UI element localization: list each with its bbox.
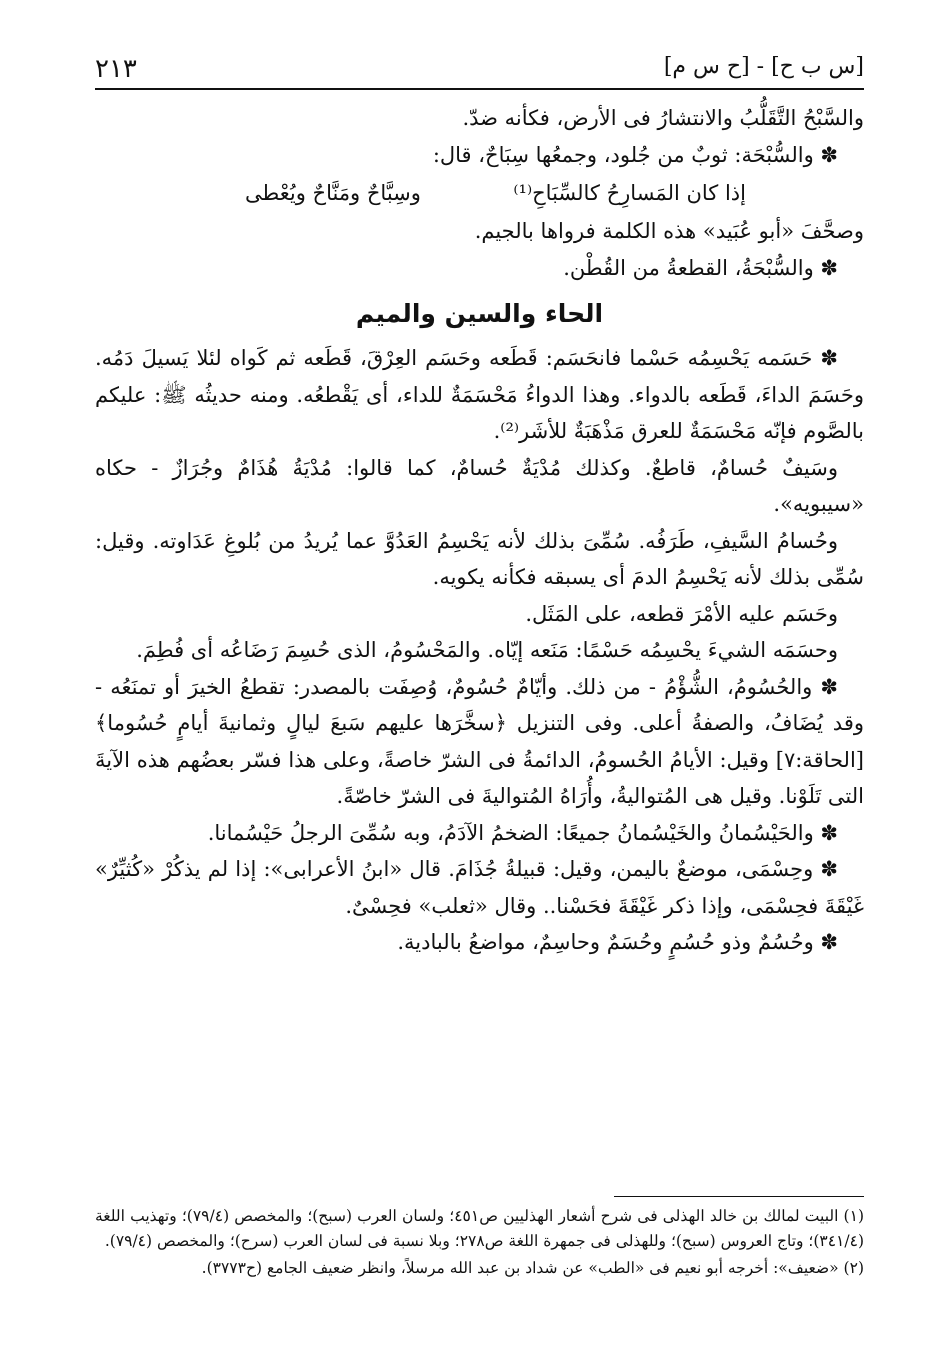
section-title: الحاء والسين والميم <box>355 299 604 328</box>
paragraph-1: والسَّبْحُ التَّقَلُّبُ والانتشارُ فى الأرض، فكأنه ضدّ. <box>462 106 864 130</box>
poetry-verse <box>95 173 864 213</box>
footnotes <box>95 1204 864 1283</box>
paragraph-5: ✽ حَسَمه يَحْسِمُه حَسْما فانحَسَم: قَطَعه وحَسَم العِرْقَ، قَطَعه ثم كَواه لئلا يَسيلَ دَمُه. وحَسَمَ الداءَ، قَطَعه بالدواء. وهذا الدواءُ مَحْسَمَةٌ للداء، أى يَقْطعُه. ومنه حديثُه ﷺ: عليكم بالصَّوم فإنّه مَحْسَمَةٌ للعرق مَذْهَبَةٌ للأشَر⁽²⁾. <box>95 346 864 443</box>
footnote-1: (١) البيت لمالك بن خالد الهذلى فى شرح أشعار الهذليين ص٤٥١؛ ولسان العرب (سبح)؛ والمخصص (٧٩/٤)؛ وتهذيب اللغة (٣٤١/٤)؛ وتاج العروس (سبح)؛ وللهذلى فى جمهرة اللغة ص٢٧٨؛ وبلا نسبة فى لسان العرب (سرح)؛ والمخصص (٧٩/٤). <box>95 1207 864 1250</box>
paragraph-7: وحُسامُ السَّيفِ، طَرَفُه. سُمِّىَ بذلك لأنه يَحْسِمُ العَدُوَّ عما يُريدُ من بُلوغِ عَدَاوته. وقيل: سُمِّى بذلك لأنه يَحْسِمُ الدمَ أى يسبقه فكأنه يكويه. <box>95 528 864 589</box>
page-number: ٢١٣ <box>95 54 137 84</box>
paragraph-4: ✽ والسُّبْحَةُ، القطعةُ من القُطْن. <box>563 255 838 280</box>
paragraph-2: ✽ والسُّبْحَة: ثوبٌ من جُلود، وجمعُها سِبَاحٌ، قال: <box>432 142 838 167</box>
paragraph-3: وصحَّفَ «أبو عُبَيد» هذه الكلمة فرواها بالجيم. <box>474 219 864 243</box>
paragraph-6: وسَيفٌ حُسامٌ، قاطعٌ. وكذلك مُدْيَةٌ حُسامٌ، كما قالوا: مُدْيَةُ هُذَامٌ وجُرَازٌ - حكاه «سيبويه». <box>95 455 864 516</box>
page-header <box>95 52 864 86</box>
page-body <box>95 100 864 961</box>
footnote-2: (٢) «ضعيف»: أخرجه أبو نعيم فى «الطب» عن شداد بن عبد الله مرسلاً، وانظر ضعيف الجامع (ح٣٧٧٣). <box>201 1259 864 1277</box>
paragraph-12: ✽ وحِسْمَى، موضعٌ باليمن، وقيل: قبيلةُ جُذَامَ. قال «ابنُ الأعرابى»: إذا لم يذكُرْ «كُثيِّرٌ» غَيْقَةَ فحِسْمَى، وإذا ذكر غَيْقَةَ فحَسْنا.. وقال «ثعلب» فحِسْىٌ. <box>95 857 864 918</box>
paragraph-9: وحسَمَه الشيءَ يحْسِمُه حَسْمًا: مَنَعه إيّاه. والمَحْسُومُ، الذى حُسِمَ رَضَاعُه أى فُطِمَ. <box>136 638 838 662</box>
verse-second-hemistich: وسِبَّاحٌ ومَنَّاحٌ ويُعْطى <box>245 181 421 205</box>
paragraph-8: وحَسَم عليه الأمْرَ قطعه، على المَثَل. <box>525 601 838 626</box>
paragraph-11: ✽ والحَيْسُمانُ والخَيْسُمانُ جميعًا: الضخمُ الآدَمُ، وبه سُمِّىَ الرجلُ حَيْسُمانا. <box>207 820 838 845</box>
header-rule <box>95 88 864 90</box>
paragraph-13: ✽ وحُسُمٌ وذو حُسُمٍ وحُسَمٌ وحاسِمٌ، مواضعُ بالبادية. <box>397 930 838 954</box>
entry-range: [س ب ح] - [ح س م] <box>663 54 864 79</box>
paragraph-10: ✽ والحُسُومُ، الشُّؤْمُ - من ذلك. وأيّامٌ حُسُومٌ، وُصِفَت بالمصدر: تقطعُ الخيرَ أو تمنَعُه - وقد يُضَافُ، والصفةُ أعلى. وفى التنزيل ﴿سخَّرَها عليهم سَبعَ ليالٍ وثمانيةَ أيامٍ حُسُوما﴾ [الحاقة:٧] وقيل: الأيامُ الحُسومُ، الدائمةُ فى الشرّ خاصةً، وعلى هذا فسّر بعضُهم هذه الآيةَ التى تَلَوْنا. وقيل هى المُتواليةُ، وأُرَاهُ المُتواليةَ فى الشرّ خاصّةً. <box>95 674 864 808</box>
verse-first-hemistich: إذا كان المَسارِحُ كالسِّبَاحِ⁽¹⁾ <box>513 181 746 205</box>
footnote-rule <box>614 1196 864 1197</box>
